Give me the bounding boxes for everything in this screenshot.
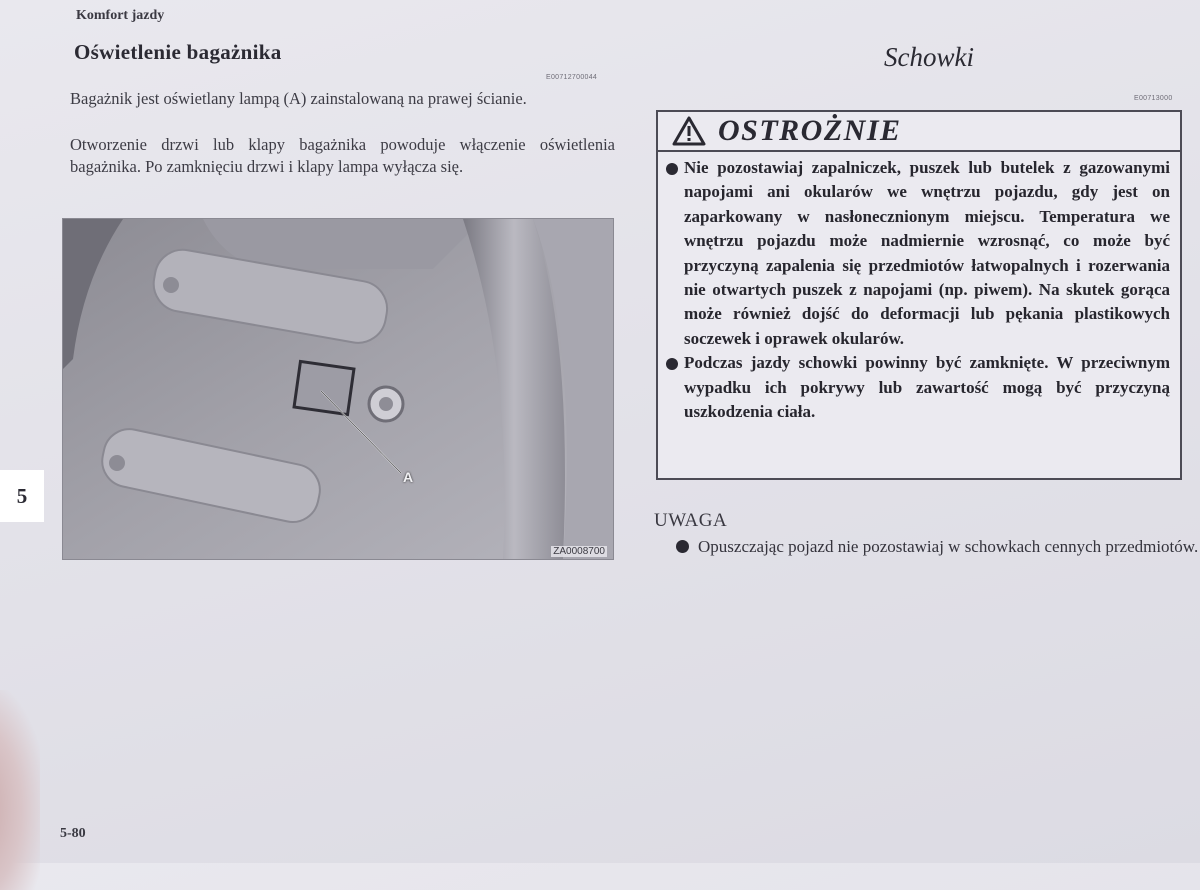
trunk-light-code: E00712700044: [546, 74, 598, 81]
note-list: [676, 534, 1200, 559]
warning-triangle-icon: [672, 116, 706, 146]
figure-label-a: A: [403, 469, 414, 485]
caution-item: Nie pozostawiaj zapalniczek, puszek lub butelek z gazowanymi napojami ani okularów we wnętrzu pojazdu, gdy jest on zaparkowany w nasłonecznionym miejscu. Temperatura we wnętrzu pojazdu może nadmiernie wzrosnąć, co może być przyczyną zapalenia się przedmiotów łatwopalnych i rozerwania nie otwartych puszek z napojami (np. piwem). Na skutek gorąca może również dojść do deformacji lub pękania plastikowych soczewek i oprawek okularów.: [684, 156, 1170, 351]
trunk-light-title: Oświetlenie bagażnika: [74, 40, 282, 64]
storage-code: E00713000: [1134, 95, 1173, 102]
section-header: Komfort jazdy: [76, 8, 165, 23]
trunk-light-paragraph-2: Otworzenie drzwi lub klapy bagażnika powoduje włączenie oświetlenia bagażnika. Po zamknięciu drzwi i klapy lampa wyłącza się.: [70, 135, 615, 176]
caution-item: Podczas jazdy schowki powinny być zamknięte. W przeciwnym wypadku ich pokrywy lub zawartość mogą być przyczyną uszkodzenia ciała.: [684, 351, 1170, 424]
trunk-light-paragraph-1: Bagażnik jest oświetlany lampą (A) zainstalowaną na prawej ścianie.: [70, 89, 527, 108]
storage-title: Schowki: [884, 42, 974, 72]
figure-code: ZA0008700: [553, 546, 605, 557]
caution-header: [658, 112, 1180, 152]
caution-heading: OSTROŻNIE: [718, 114, 902, 147]
trunk-lamp-photo: [62, 218, 614, 560]
chapter-tab: 5: [0, 470, 44, 522]
note-heading: UWAGA: [654, 510, 728, 531]
caution-box: [656, 110, 1182, 480]
page-number: 5-80: [60, 826, 86, 841]
trunk-interior-illustration: [63, 219, 613, 559]
note-item: Opuszczając pojazd nie pozostawiaj w schowkach cennych przedmiotów.: [698, 534, 1200, 559]
hand-shadow: [0, 690, 40, 890]
caution-list: [658, 152, 1180, 424]
